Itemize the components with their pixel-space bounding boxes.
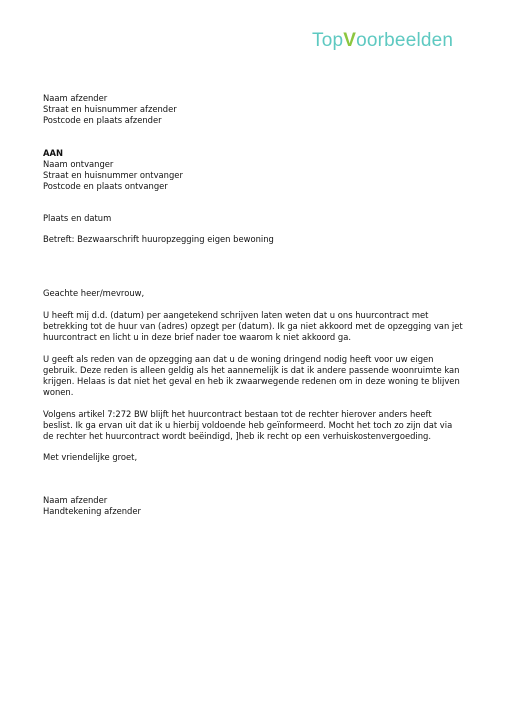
signature-name: Naam afzender [43,495,108,505]
place-date: Plaats en datum [43,213,112,223]
salutation: Geachte heer/mevrouw, [43,288,145,298]
sender-postcode: Postcode en plaats afzender [43,115,162,125]
logo-checkmark-v: V [343,30,357,51]
topvoorbeelden-logo [312,30,453,52]
paragraph-1: U heeft mij d.d. (datum) per aangetekend schrijven laten weten dat u ons huurcontract met betrekking tot de huur van (adres) opzegt per (datum). Ik ga niet akkoord met de opzegging van jet huurcontract en licht u in deze brief nader toe waarom k niet akkoord ga. [43,310,463,342]
recipient-heading: AAN [43,148,63,158]
recipient-block [43,148,463,192]
signature-block [43,495,463,517]
sender-name: Naam afzender [43,93,108,103]
recipient-street: Straat en huisnummer ontvanger [43,170,183,180]
paragraph-3: Volgens artikel 7:272 BW blijft het huurcontract bestaan tot de rechter hierover anders heeft beslist. Ik ga ervan uit dat ik u hierbij voldoende heb geïnformeerd. Mocht het toch zo zijn dat via de rechter het huurcontract wordt beëindigd, ]heb ik recht op een verhuiskostenvergoeding. [43,409,453,441]
logo-text-top: Top [312,30,344,51]
sender-street: Straat en huisnummer afzender [43,104,177,114]
recipient-name: Naam ontvanger [43,159,114,169]
closing: Met vriendelijke groet, [43,452,138,462]
logo-text-oorbeelden: oorbeelden [356,30,454,51]
signature-label: Handtekening afzender [43,506,141,516]
sender-block [43,93,463,126]
subject-line: Betreft: Bezwaarschrift huuropzegging eigen bewoning [43,234,274,244]
letter-body [43,93,463,517]
recipient-postcode: Postcode en plaats ontvanger [43,181,168,191]
paragraph-2: U geeft als reden van de opzegging aan dat u de woning dringend nodig heeft voor uw eigen gebruik. Deze reden is alleen geldig als het aannemelijk is dat ik andere passende woonruimte kan krijgen. Helaas is dat niet het geval en heb ik zwaarwegende redenen om in deze woning te blijven wonen. [43,354,460,397]
